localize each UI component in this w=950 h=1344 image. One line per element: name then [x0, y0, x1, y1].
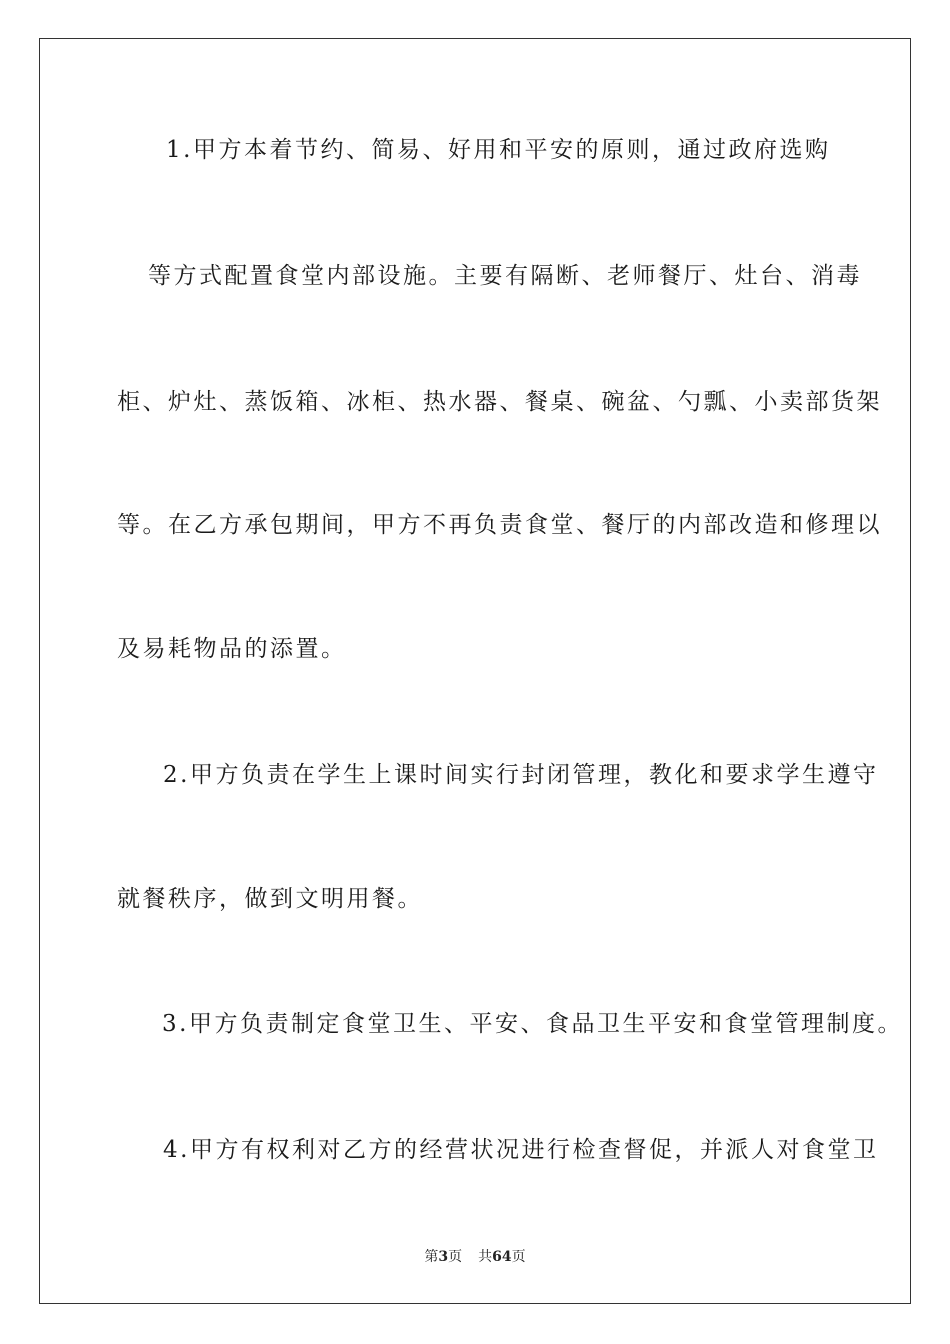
page-frame [39, 38, 911, 1304]
body-line-7: 就餐秩序，做到文明用餐。 [117, 886, 423, 912]
footer-total-prefix: 共 [478, 1249, 493, 1265]
footer-total-pages: 64 [492, 1249, 512, 1265]
footer-total-suffix: 页 [511, 1249, 526, 1265]
body-line-9: 4.甲方有权利对乙方的经营状况进行检查督促，并派人对食堂卫 [163, 1137, 879, 1163]
body-line-8: 3.甲方负责制定食堂卫生、平安、食品卫生平安和食堂管理制度。 [162, 1011, 903, 1037]
footer-page-prefix: 第 [424, 1249, 439, 1265]
footer-page-number: 3 [438, 1249, 449, 1265]
page-footer [0, 1248, 950, 1266]
body-line-2: 等方式配置食堂内部设施。主要有隔断、老师餐厅、灶台、消毒 [148, 263, 862, 289]
body-line-4: 等。在乙方承包期间，甲方不再负责食堂、餐厅的内部改造和修理以 [117, 512, 882, 538]
body-line-5: 及易耗物品的添置。 [117, 636, 347, 662]
footer-page-suffix: 页 [448, 1249, 463, 1265]
body-line-6: 2.甲方负责在学生上课时间实行封闭管理，教化和要求学生遵守 [163, 762, 879, 788]
body-line-1: 1.甲方本着节约、简易、好用和平安的原则，通过政府选购 [166, 137, 831, 163]
body-line-3: 柜、炉灶、蒸饭箱、冰柜、热水器、餐桌、碗盆、勺瓢、小卖部货架 [117, 389, 882, 415]
